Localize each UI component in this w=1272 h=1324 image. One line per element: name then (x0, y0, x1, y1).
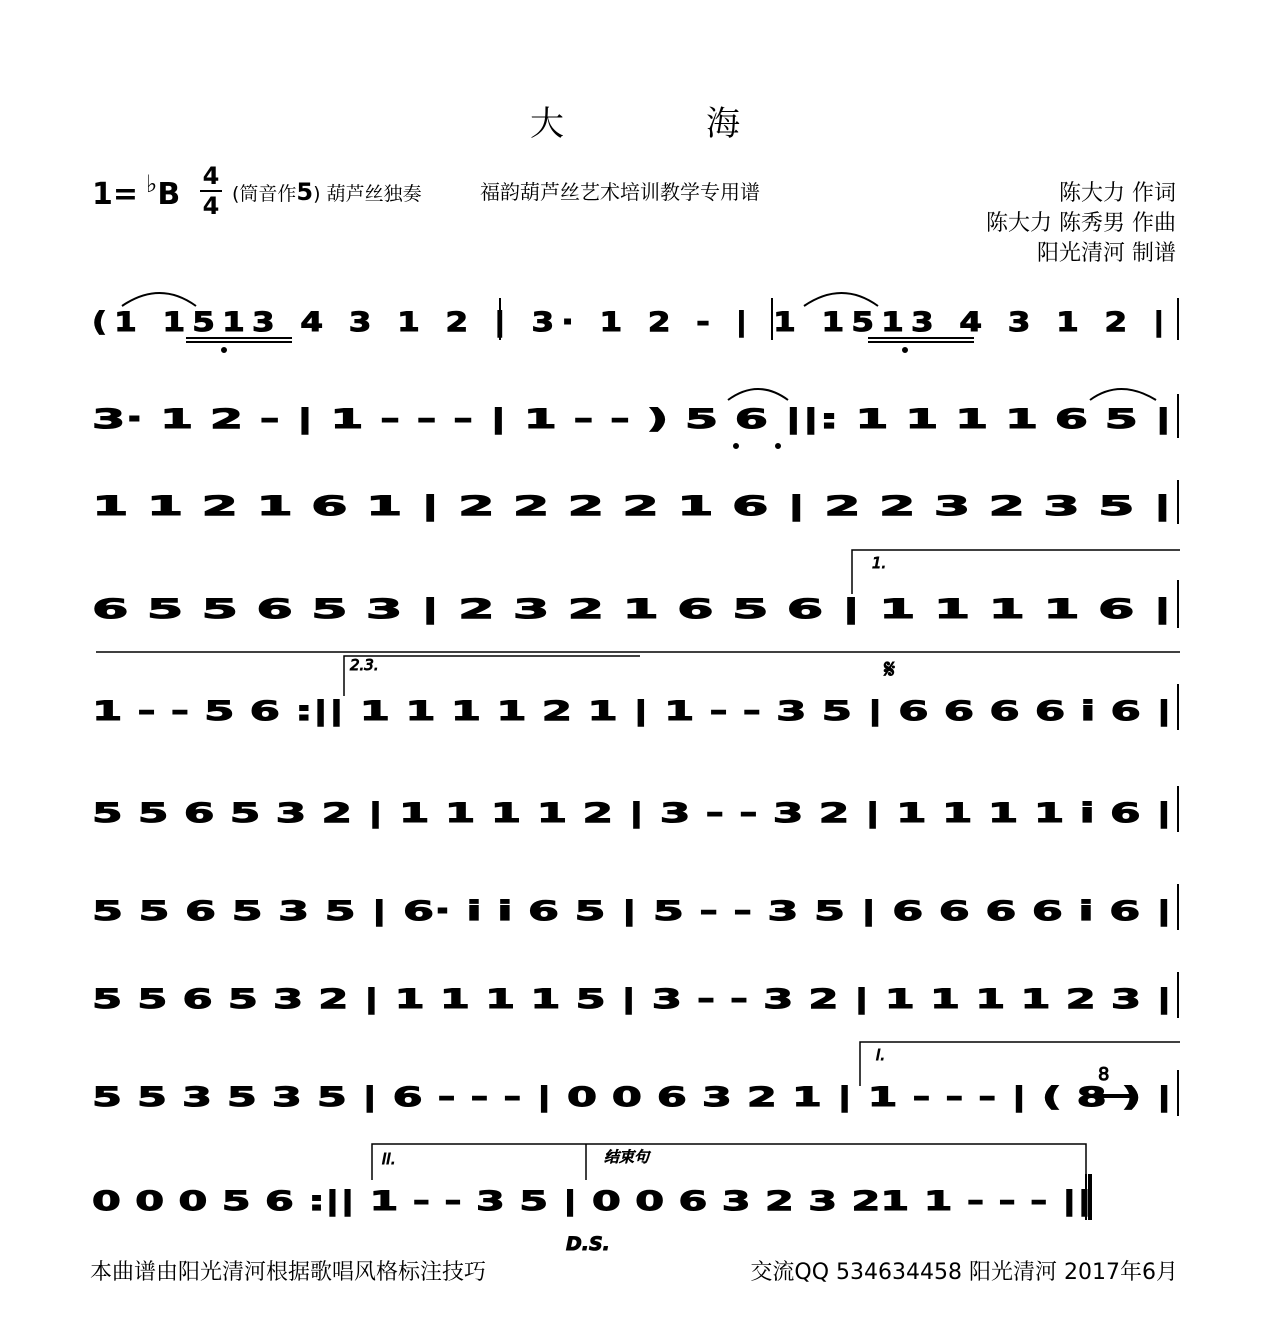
score-row-6 (92, 786, 1178, 832)
rest-count: 8 (1098, 1064, 1110, 1085)
key-label: 1= (92, 177, 139, 212)
score-row-1-text: (1 1513 4 3 1 2 | 3· 1 2 - | 1 1513 4 3 1 2 | (92, 307, 1172, 338)
instrument: 葫芦丝独奏 (326, 183, 422, 205)
ending-label: 结束句 (604, 1148, 650, 1166)
score-row-9-text: 5 5 3 5 3 5 | 6 - - - | 0 0 6 3 2 1 | 1 - - - | ( 8 ) | (92, 1082, 1172, 1113)
score-row-10-text: 0 0 0 5 6 :|| 1 - - 3 5 | 0 0 6 3 2 3 21 1 - - - || (92, 1186, 1092, 1217)
low-dot (734, 444, 739, 449)
score-row-2 (92, 389, 1178, 449)
volta-bracket (372, 1144, 1086, 1180)
score-row-6-text: 5 5 6 5 3 2 | 1 1 1 1 2 | 3 - - 3 2 | 1 1 1 1 i 6 | (92, 798, 1172, 829)
tie-slur (804, 293, 878, 306)
lyricist-credit: 陈大力 作词 (1059, 181, 1176, 206)
score-row-2-text: 3· 1 2 - | 1 - - - | 1 - - ) 5 6 ||: 1 1 1 1 6 5 | (92, 404, 1172, 435)
tie-slur (122, 293, 196, 306)
tie-slur (1090, 389, 1156, 400)
score-row-1 (92, 293, 1178, 353)
volta-bracket (344, 656, 640, 696)
score-row-4-text: 6 5 5 6 5 3 | 2 3 2 1 6 5 6 | 1 1 1 1 6 | (92, 594, 1172, 625)
volta-bracket (852, 550, 1180, 594)
score-row-3 (92, 480, 1178, 524)
title-part2: 海 (706, 104, 742, 144)
school-label: 福韵葫芦丝艺术培训教学专用谱 (480, 180, 760, 204)
volta-I-label: I. (876, 1046, 886, 1064)
tube-suffix: ) (313, 183, 321, 205)
low-dot (222, 348, 227, 353)
score-row-10 (92, 1144, 1092, 1255)
flat-icon: ♭ (146, 170, 158, 198)
volta-23-label: 2.3. (350, 656, 379, 674)
low-dot (903, 348, 908, 353)
ds-mark: D.S. (566, 1233, 610, 1255)
tube-note: 5 (296, 178, 314, 206)
title-part1: 大 (530, 104, 566, 144)
volta-II-label: II. (382, 1150, 396, 1168)
score-row-7 (92, 884, 1178, 930)
footer-right: 交流QQ 534634458 阳光清河 2017年6月 (750, 1260, 1178, 1285)
score-row-7-text: 5 5 6 5 3 5 | 6· i i 6 5 | 5 - - 3 5 | 6 6 6 6 i 6 | (92, 896, 1172, 927)
score-row-8 (92, 972, 1178, 1018)
tie-slur (728, 389, 788, 400)
volta-1-label: 1. (872, 554, 887, 572)
meter-bottom: 4 (202, 192, 220, 220)
score-row-9 (92, 1042, 1180, 1116)
low-dot (776, 444, 781, 449)
score-row-3-text: 1 1 2 1 6 1 | 2 2 2 2 1 6 | 2 2 3 2 3 5 | (92, 491, 1172, 522)
score-row-5 (92, 652, 1180, 730)
meter-top: 4 (202, 162, 220, 190)
composer-credit: 陈大力 陈秀男 作曲 (986, 211, 1176, 236)
score-row-8-text: 5 5 6 5 3 2 | 1 1 1 1 5 | 3 - - 3 2 | 1 1 1 1 2 3 | (92, 984, 1172, 1015)
volta-bracket (860, 1042, 1180, 1086)
score-row-4 (92, 550, 1180, 628)
arranger-credit: 阳光清河 制谱 (1037, 241, 1176, 266)
key-note: B (157, 177, 181, 212)
tube-prefix: (筒音作 (232, 183, 297, 205)
segno-icon: 𝄋 (884, 655, 896, 685)
score-row-5-text: 1 - - 5 6 :|| 1 1 1 1 2 1 | 1 - - 3 5 | 6 6 6 6 i 6 | (92, 696, 1172, 727)
footer-left: 本曲谱由阳光清河根据歌唱风格标注技巧 (90, 1260, 487, 1285)
